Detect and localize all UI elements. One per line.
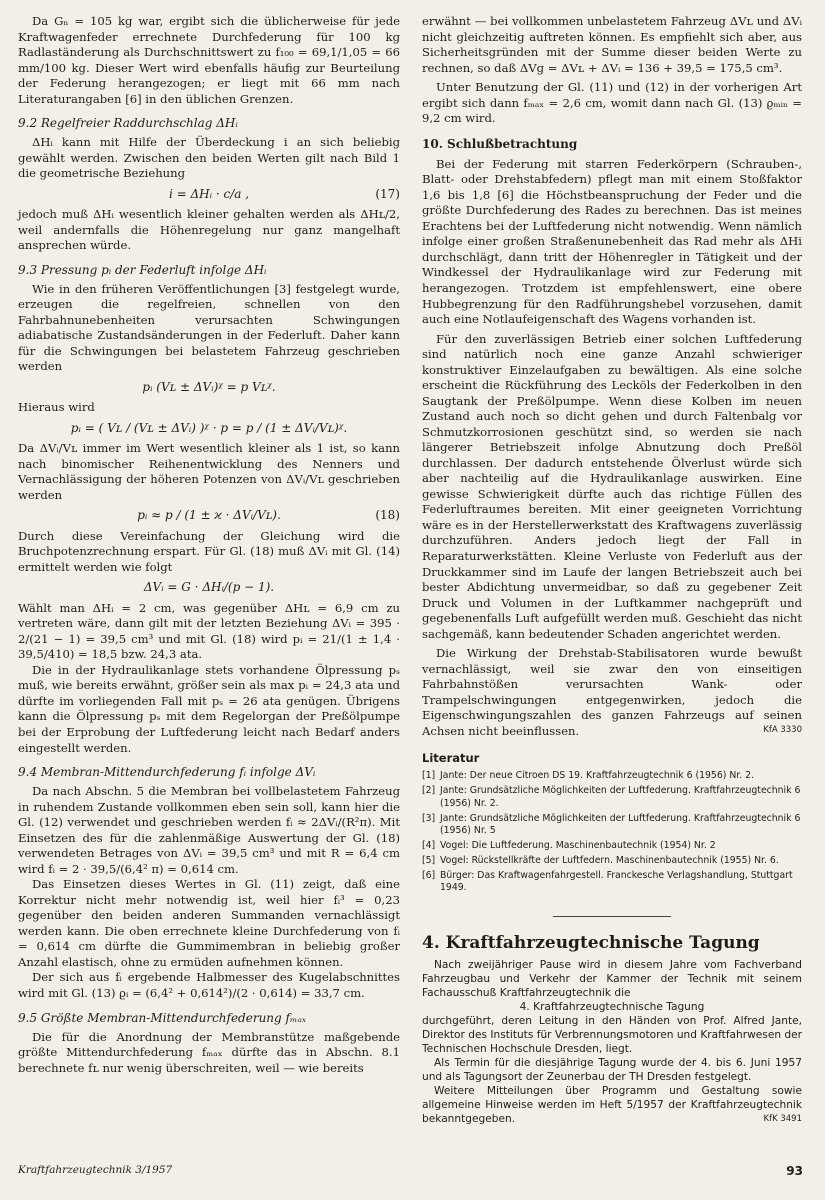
intro-paragraph: Da Gₙ = 105 kg war, ergibt sich die üblicherweise für jede Kraftwagenfeder errechnete Durchfederung für 100 kg Radlaständerung als Durchschnittswert zu f₁₀₀ = 69,1/1,05 = 66 mm/100 kg. Dieser Wert wird ebenfalls häufig zur Beurteilung der Federung herangezogen; er liegt mit 66 mm nach Literaturangaben [6] in den üblichen Grenzen. — [18, 14, 400, 106]
equation-17-number: (17) — [375, 186, 400, 201]
reference-item — [422, 870, 802, 894]
literature-heading: Literatur — [422, 751, 480, 766]
section-10-paragraph-1: Bei der Federung mit starren Federkörpern (Schrauben-, Blatt- oder Drehstabfedern) pflegt man mit einem Stoßfaktor 1,6 bis 1,8 [6] die Höchstbeanspruchung der Feder und die größte Durchfederung des Rades zu berechnen. Das ist meines Erachtens bei der Luftfederung nicht notwendig. Wenn nämlich infolge einer großen Straßenunebenheit das Rad mehr als ΔHi durchschlägt, dann tritt der Höhenregler in Tätigkeit und der Windkessel der Hydraulikanlage wird zur Federung mit herangezogen. Trotzdem ist empfehlenswert, eine obere Hubbegrenzung für den Radführungshebel vorzusehen, damit auch eine Notlaufeigenschaft des Wagens vorhanden ist. — [422, 156, 802, 327]
equation-18-formula: pᵢ ≈ p / (1 ± ϰ · ΔVᵢ/Vʟ). — [137, 508, 281, 523]
reference-number: [3] — [422, 812, 436, 824]
left-column — [18, 14, 400, 1076]
section-10-paragraph-3 — [422, 646, 802, 739]
section-9-4-heading: 9.4 Membran-Mittendurchfederung fᵢ infolge ΔVᵢ — [18, 765, 316, 780]
continued-paragraph-2: Unter Benutzung der Gl. (11) und (12) in der vorherigen Art ergibt sich dann fₘₐₓ = 2,6 cm, womit dann nach Gl. (13) ϱₘᵢₙ = 9,2 cm wird. — [422, 80, 802, 126]
page-number: 93 — [786, 1164, 803, 1178]
reference-text: Jante: Grundsätzliche Möglichkeiten der Luftfederung. Kraftfahrzeugtechnik 6 (1956) Nr. 2. — [440, 785, 801, 809]
equation-delta-v: ΔVᵢ = G · ΔHᵢ/(p − 1). — [143, 580, 275, 595]
section-9-2-paragraph-2: jedoch muß ΔHᵢ wesentlich kleiner gehalten werden als ΔHʟ/2, weil andernfalls die Höhenregelung nur ganz mangelhaft ansprechen würde. — [18, 207, 400, 253]
reference-text: Jante: Der neue Citroen DS 19. Kraftfahrzeugtechnik 6 (1956) Nr. 2. — [440, 770, 755, 782]
journal-page — [18, 14, 803, 1180]
equation-pressure: pᵢ = ( Vʟ / (Vʟ ± ΔVᵢ) )ᵡ · p = p / (1 ± ΔVᵢ/Vʟ)ᵡ. — [70, 420, 348, 435]
reference-number: [6] — [422, 869, 436, 881]
tagung-paragraph-3: Als Termin für die diesjährige Tagung wurde der 4. bis 6. Juni 1957 und als Tagungsort der Zeunerbau der TH Dresden festgelegt. — [422, 1056, 802, 1083]
section-9-3-paragraph-3: Durch diese Vereinfachung der Gleichung wird die Bruchpotenzrechnung erspart. Für Gl. (18) muß ΔVᵢ mit Gl. (14) ermittelt werden wie folgt — [18, 528, 400, 574]
section-9-2-paragraph-1: ΔHᵢ kann mit Hilfe der Überdeckung i an sich beliebig gewählt werden. Zwischen den beiden Werten gilt nach Bild 1 die geometrische Beziehung — [18, 135, 400, 181]
tagung-paragraph-2: durchgeführt, deren Leitung in den Händen von Prof. Alfred Jante, Direktor des Instituts für Verbrennungsmotoren und Kraftfahrwesen der Technischen Hochschule Dresden, liegt. — [422, 1014, 803, 1055]
reference-number: [4] — [422, 839, 436, 851]
equation-17 — [18, 186, 400, 203]
reference-text: Vogel: Rückstellkräfte der Luftfedern. Maschinenbautechnik (1955) Nr. 6. — [440, 854, 779, 866]
section-9-3-paragraph-5: Die in der Hydraulikanlage stets vorhandene Ölpressung pₛ muß, wie bereits erwähnt, größer sein als max pᵢ = 24,3 ata und dürfte im vorliegenden Fall mit pₛ = 26 ata genügen. Übrigens kann die Ölpressung pₛ mit dem Regelorgan der Preßölpumpe bei der Erprobung der Luftfederung leicht nach Bedarf anders eingestellt werden. — [18, 662, 400, 755]
equation-18 — [18, 507, 400, 524]
section-9-4-paragraph-3: Der sich aus fᵢ ergebende Halbmesser des Kugelabschnittes wird mit Gl. (13) ϱᵢ = (6,4² + 0,614²)/(2 · 0,614) = 33,7 cm. — [18, 970, 400, 1000]
article-code: KfA 3330 — [763, 724, 802, 735]
section-10-heading: 10. Schlußbetrachtung — [422, 136, 578, 151]
right-column — [422, 14, 802, 1127]
reference-number: [1] — [422, 770, 436, 782]
reference-number: [2] — [422, 785, 436, 797]
section-9-5-paragraph-1: Die für die Anordnung der Membranstütze maßgebende größte Mittendurchfederung fₘₐₓ dürfte das in Abschn. 8.1 berechnete fʟ nur wenig überschreiten, weil — wie bereits — [18, 1029, 400, 1075]
reference-text: Bürger: Das Kraftwagenfahrgestell. Franckesche Verlagshandlung, Stuttgart 1949. — [440, 869, 793, 893]
section-9-3-paragraph-2: Da ΔVᵢ/Vʟ immer im Wert wesentlich kleiner als 1 ist, so kann nach binomischer Reihenentwicklung des Nenners und Vernachlässigung der höheren Potenzen von ΔVᵢ/Vʟ geschrieben werden — [18, 441, 400, 502]
reference-list — [422, 770, 802, 894]
section-9-2-heading: 9.2 Regelfreier Raddurchschlag ΔHᵢ — [18, 116, 238, 131]
section-10-paragraph-3-text: Die Wirkung der Drehstab-Stabilisatoren wurde bewußt vernachlässigt, weil sie zwar den von einseitigen Fahrbahnstößen verursachten Wank- oder Trampelschwingungen entgegenwirken, jedoch die Eigenschwingungszahlen des ganzen Fahrzeugs auf seinen Achsen nicht beeinflussen. — [422, 646, 802, 738]
section-9-3-heading: 9.3 Pressung pᵢ der Federluft infolge ΔHᵢ — [18, 262, 267, 277]
journal-footer: Kraftfahrzeugtechnik 3/1957 — [18, 1164, 173, 1176]
equation-18-number: (18) — [375, 508, 400, 523]
reference-item — [422, 770, 802, 782]
tagung-center-line: 4. Kraftfahrzeugtechnische Tagung — [519, 1000, 705, 1013]
section-9-4-paragraph-1: Da nach Abschn. 5 die Membran bei vollbelastetem Fahrzeug in ruhendem Zustande vollkommen eben sein soll, kann hier die Gl. (12) verwendet und geschrieben werden fᵢ ≈ 2ΔVᵢ/(R²π). Mit Einsetzen des für die zahlenmäßige Auswertung der Gl. (18) verwendeten Betrages von ΔVᵢ = 39,5 cm³ und mit R = 6,4 cm wird fᵢ = 2 · 39,5/(6,4² π) = 0,614 cm. — [18, 784, 400, 876]
reference-text: Vogel: Die Luftfederung. Maschinenbautechnik (1954) Nr. 2 — [440, 839, 716, 851]
equation-17-formula: i = ΔHᵢ · c/a , — [168, 186, 250, 201]
section-10-paragraph-2: Für den zuverlässigen Betrieb einer solchen Luftfederung sind natürlich noch eine ganze Anzahl schwieriger konstruktiver Einzelaufgaben zu bewältigen. Als eine solche erscheint die Rückführung des Lecköls der Federkolben in den Saugtank der Preßölpumpe. Wenn diese Kolben im neuen Zustand auch noch so dicht gehen und durch Faltenbalg vor Schmutzkorrosionen geschützt sind, so werden sie nach längerer Betriebszeit infolge Abnutzung doch Preßöl durchlassen. Der dadurch entstehende Ölverlust würde sich aber nachteilig auf die Hydraulikanlage auswirken. Eine gewisse Schwierigkeit dürfte auch das richtige Füllen des Federluftraumes bereiten. Mit einer geeigneten Vorrichtung wäre es in der Herstellerwerkstatt des Kraftwagens zuverlässig durchzuführen. Anders jedoch liegt der Fall in Reparaturwerkstätten. Kleine Verluste von Federluft aus der Druckkammer sind im Laufe der langen Betriebszeit auch bei bester Abdichtung unvermeidbar, so daß zu gegebener Zeit Druck und Volumen in der Luftkammer nachgeprüft und gegebenenfalls Luft aufgefüllt werden muß. Geschieht das nicht sachgemäß, kann bedeutender Schaden angerichtet werden. — [422, 331, 802, 641]
tagung-paragraph-4-text: Weitere Mitteilungen über Programm und Gestaltung sowie allgemeine Hinweise werden im Heft 5/1957 der Kraftfahrzeugtechnik bekanntgegeben. — [422, 1084, 802, 1125]
section-9-3-paragraph-4: Wählt man ΔHᵢ = 2 cm, was gegenüber ΔHʟ = 6,9 cm zu vertreten wäre, dann gilt mit der letzten Beziehung ΔVᵢ = 395 · 2/(21 − 1) = 39,5 cm³ und mit Gl. (18) wird pᵢ = 21/(1 ± 1,4 · 39,5/410) = 18,5 bzw. 24,3 ata. — [18, 600, 400, 662]
section-9-5-heading: 9.5 Größte Membran-Mittendurchfederung fₘₐₓ — [18, 1010, 307, 1025]
reference-item — [422, 785, 802, 809]
equation-adiabatic: pᵢ (Vʟ ± ΔVᵢ)ᵡ = p Vʟᵡ. — [142, 379, 276, 394]
reference-item — [422, 813, 802, 837]
reference-text: Jante: Grundsätzliche Möglichkeiten der Luftfederung. Kraftfahrzeugtechnik 6 (1956) Nr. 5 — [440, 812, 801, 836]
tagung-code: KfK 3491 — [763, 1113, 802, 1124]
reference-item — [422, 840, 802, 852]
section-9-3-paragraph-1: Wie in den früheren Veröffentlichungen [3] festgelegt wurde, erzeugen die regelfreien, schnellen von den Fahrbahnunebenheiten verursachten Schwingungen adiabatische Zustandsänderungen in der Federluft. Daher kann für die Schwingungen bei belastetem Fahrzeug geschrieben werden — [18, 281, 400, 374]
tagung-heading: 4. Kraftfahrzeugtechnische Tagung — [422, 933, 760, 954]
section-9-4-paragraph-2: Das Einsetzen dieses Wertes in Gl. (11) zeigt, daß eine Korrektur nicht mehr notwendig ist, weil hier fᵢ³ = 0,23 gegenüber den beiden anderen Summanden vernachlässigt werden kann. Die oben errechnete kleine Durchfederung von fᵢ = 0,614 cm dürfte die Gummimembran in beliebig großer Anzahl elastisch, ohne zu ermüden aufnehmen können. — [18, 877, 400, 969]
reference-item — [422, 855, 802, 867]
tagung-paragraph-4 — [422, 1085, 802, 1127]
hieraus-text: Hieraus wird — [18, 400, 95, 415]
tagung-paragraph-1: Nach zweijähriger Pause wird in diesem Jahre vom Fachverband Fahrzeugbau und Verkehr der Kammer der Technik mit seinem Fachausschuß Kraftfahrzeugtechnik die — [422, 959, 802, 1000]
reference-number: [5] — [422, 854, 436, 866]
continued-paragraph-1: erwähnt — bei vollkommen unbelastetem Fahrzeug ΔVʟ und ΔVᵢ nicht gleichzeitig auftreten können. Es empfiehlt sich aber, aus Sicherheitsgründen mit der Summe dieser beiden Werte zu rechnen, so daß ΔVɡ = ΔVʟ + ΔVᵢ = 136 + 39,5 = 175,5 cm³. — [422, 14, 802, 75]
section-divider — [553, 916, 671, 917]
